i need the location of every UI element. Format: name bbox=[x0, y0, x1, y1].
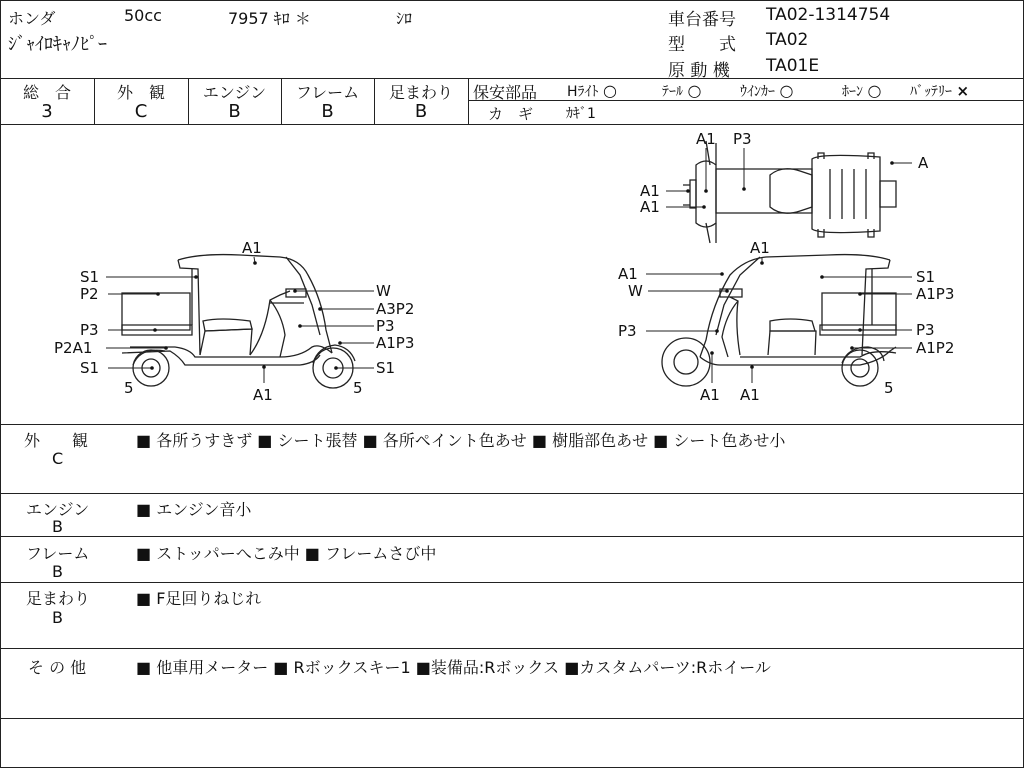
note-text-frame: ■ ストッパーへこみ中 ■ フレームさび中 bbox=[136, 544, 437, 563]
top-view-scooter bbox=[683, 141, 896, 243]
top-label: A1 bbox=[640, 198, 660, 216]
note-title-suspension: 足まわり bbox=[26, 589, 91, 608]
safety-horn: ﾎｰﾝ ○ bbox=[842, 81, 882, 100]
engine-value: TA01E bbox=[766, 56, 820, 76]
right-label: W bbox=[628, 282, 643, 300]
grade-frame: B bbox=[321, 101, 334, 122]
right-label: A1P2 bbox=[916, 339, 955, 357]
note-text-suspension: ■ F足回りねじれ bbox=[136, 589, 262, 608]
note-title-other: そ の 他 bbox=[28, 658, 87, 677]
grade-suspension: B bbox=[414, 101, 428, 122]
mileage: 7957 ｷﾛ ＊ bbox=[228, 9, 311, 28]
right-label: P3 bbox=[618, 322, 637, 340]
note-grade-engine: B bbox=[52, 517, 63, 536]
damage-diagram bbox=[0, 125, 1024, 424]
displacement: 50cc bbox=[124, 6, 162, 25]
safety-winker: ｳｲﾝｶｰ ○ bbox=[740, 81, 794, 100]
top-label: A1 bbox=[696, 130, 716, 148]
right-label: A1 bbox=[618, 265, 638, 283]
type-value: TA02 bbox=[766, 30, 809, 50]
right-label: A1P3 bbox=[916, 285, 955, 303]
note-text-exterior: ■ 各所うすきず ■ シート張替 ■ 各所ペイント色あせ ■ 樹脂部色あせ ■ シート色あせ小 bbox=[136, 431, 786, 450]
left-label: P2A1 bbox=[54, 339, 93, 357]
left-label: 5 bbox=[124, 379, 134, 397]
top-label: A bbox=[918, 154, 929, 172]
top-label: P3 bbox=[733, 130, 752, 148]
note-text-engine: ■ エンジン音小 bbox=[136, 500, 252, 519]
left-label: 5 bbox=[353, 379, 363, 397]
note-grade-exterior: C bbox=[52, 449, 64, 468]
left-label: S1 bbox=[376, 359, 396, 377]
left-label: A1 bbox=[253, 386, 273, 404]
grade-header-frame: フレーム bbox=[295, 83, 360, 102]
model-name: ｼﾞｬｲﾛｷｬﾉﾋﾟｰ bbox=[8, 34, 107, 55]
grade-header-engine: エンジン bbox=[202, 83, 267, 102]
grade-header-suspension: 足まわり bbox=[388, 83, 453, 102]
left-label: P2 bbox=[80, 285, 99, 303]
note-title-engine: エンジン bbox=[26, 500, 90, 519]
safety-headlight: Hﾗｲﾄ ○ bbox=[567, 81, 617, 100]
note-grade-frame: B bbox=[52, 562, 63, 581]
maker: ホンダ bbox=[8, 9, 56, 28]
right-label: A1 bbox=[700, 386, 720, 404]
left-label: A3P2 bbox=[376, 300, 415, 318]
safety-label: 保安部品 bbox=[473, 83, 538, 102]
engine-label: 原 動 機 bbox=[668, 61, 730, 81]
key-value: ｶｷﾞ1 bbox=[566, 106, 596, 122]
note-text-other: ■ 他車用メーター ■ Rボックスキー1 ■装備品:Rボックス ■カスタムパーツ:Rホイール bbox=[136, 658, 771, 677]
right-label: P3 bbox=[916, 321, 935, 339]
right-label: 5 bbox=[884, 379, 894, 397]
top-label: A1 bbox=[640, 182, 660, 200]
safety-taillight: ﾃｰﾙ ○ bbox=[662, 81, 702, 100]
frame-no-label: 車台番号 bbox=[668, 10, 736, 30]
left-label: S1 bbox=[80, 359, 100, 377]
safety-battery: ﾊﾞｯﾃﾘｰ × bbox=[910, 82, 970, 100]
note-grade-suspension: B bbox=[52, 608, 63, 627]
left-label: W bbox=[376, 282, 391, 300]
left-label: P3 bbox=[376, 317, 395, 335]
grade-overall: 3 bbox=[41, 101, 53, 122]
frame-no: TA02-1314754 bbox=[766, 5, 891, 25]
right-label: A1 bbox=[750, 239, 770, 257]
left-label: P3 bbox=[80, 321, 99, 339]
grade-exterior: C bbox=[134, 101, 148, 122]
type-label: 型 式 bbox=[668, 35, 736, 55]
key-label: カ ギ bbox=[488, 105, 534, 123]
grade-engine: B bbox=[228, 101, 241, 122]
left-label: A1 bbox=[242, 239, 262, 257]
right-label: S1 bbox=[916, 268, 936, 286]
note-title-frame: フレーム bbox=[26, 544, 90, 563]
color: ｼﾛ bbox=[396, 9, 413, 28]
grade-header-exterior: 外 観 bbox=[116, 83, 165, 102]
left-side-scooter bbox=[122, 255, 355, 388]
left-label: S1 bbox=[80, 268, 100, 286]
right-label: A1 bbox=[740, 386, 760, 404]
grade-header-overall: 総 合 bbox=[22, 83, 71, 102]
note-title-exterior: 外 観 bbox=[24, 431, 89, 450]
left-label: A1P3 bbox=[376, 334, 415, 352]
